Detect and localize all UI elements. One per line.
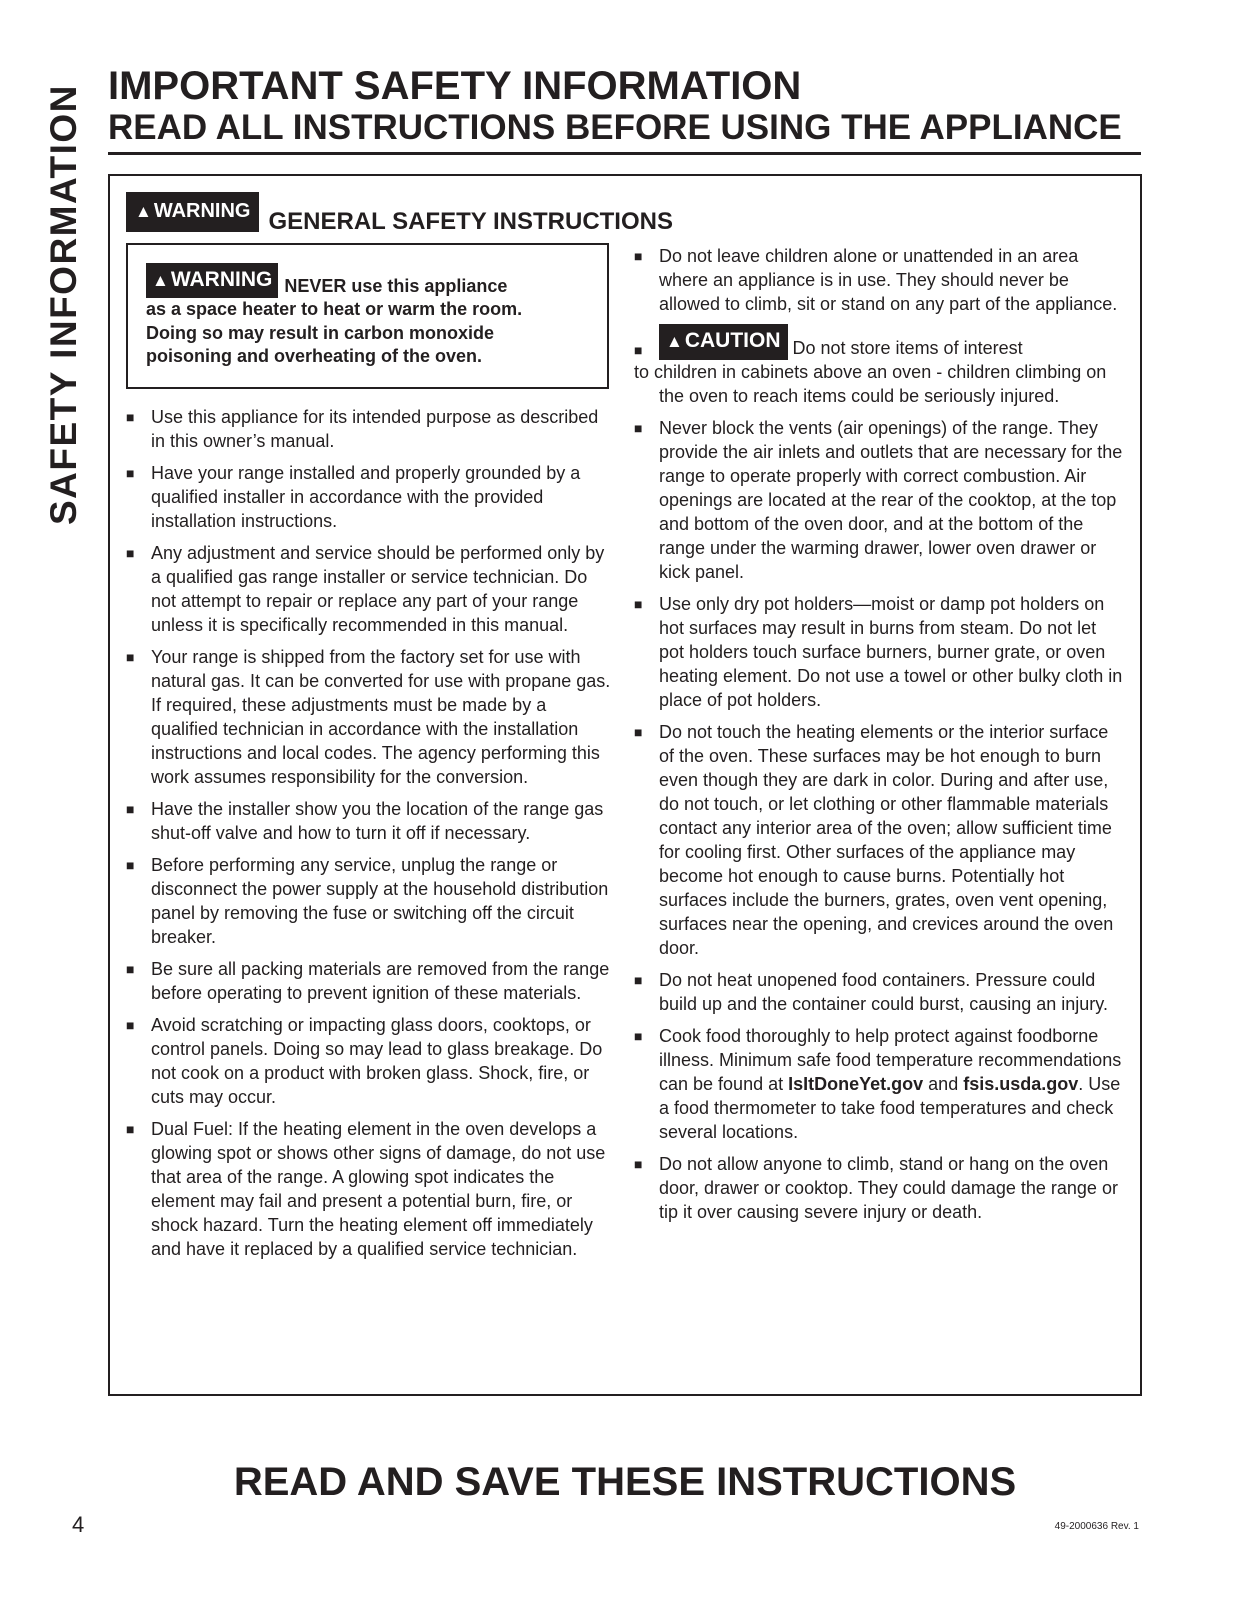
side-tab-label: SAFETY INFORMATION <box>43 84 84 525</box>
list-item <box>126 853 616 949</box>
caution-triangle-icon: ▲ <box>666 332 683 351</box>
caution-label-text: CAUTION <box>684 329 781 352</box>
cook-text: Cook food thoroughly to help protect against foodborne illness. Minimum safe food temperature recommendations can be found at <box>659 1026 1122 1094</box>
bullet-icon: ■ <box>634 420 643 436</box>
page-title: IMPORTANT SAFETY INFORMATION <box>108 64 802 108</box>
bullet-icon: ■ <box>634 248 643 264</box>
cook-and: and <box>928 1074 959 1094</box>
warning-label <box>146 263 278 298</box>
warning-triangle-icon: ▲ <box>135 202 152 221</box>
list-item-text: Never block the vents (air openings) of the range. They provide the air inlets and outlets that are necessary for the range to operate properly with correct combustion. Air openings are located at the rear of the cooktop, at the top and bottom of the oven door, and at the bottom of the range under the warming drawer, lower oven drawer or kick panel. <box>659 418 1123 582</box>
header-rule <box>108 152 1141 155</box>
bullet-icon: ■ <box>634 972 643 988</box>
list-item-text: Do not allow anyone to climb, stand or hang on the oven door, drawer or cooktop. They could damage the range or tip it over causing severe injury or death. <box>659 1154 1118 1222</box>
list-item <box>126 797 616 845</box>
list-item <box>634 968 1124 1016</box>
left-column <box>126 405 616 1269</box>
list-item <box>634 720 1124 960</box>
bullet-icon: ■ <box>126 465 135 481</box>
bullet-icon: ■ <box>126 649 135 665</box>
bullet-icon: ■ <box>126 961 135 977</box>
list-item-text: Use only dry pot holders—moist or damp pot holders on hot surfaces may result in burns from steam. Do not let pot holders touch surface burners, burner grate, or oven heating element. Do not use a towel or other bulky cloth in place of pot holders. <box>659 594 1123 710</box>
right-instruction-list <box>634 244 1124 1224</box>
list-item <box>634 244 1124 316</box>
list-item-text: Dual Fuel: If the heating element in the oven develops a glowing spot or shows other signs of damage, do not use that area of the range. A glowing spot indicates the element may fail and present a potential burn, fire, or shock hazard. Turn the heating element off immediately and have it replaced by a qualified service technician. <box>151 1119 606 1259</box>
warning-lead: NEVER use this appliance <box>284 275 508 296</box>
list-item <box>634 416 1124 584</box>
list-item-text <box>659 1026 1121 1142</box>
list-item-text: Have the installer show you the location of the range gas shut-off valve and how to turn it off if necessary. <box>151 799 604 843</box>
list-item-text: Do not touch the heating elements or the interior surface of the oven. These surfaces may be hot enough to burn even though they are dark in color. During and after use, do not touch, or let clothing or other flammable materials contact any interior area of the oven; allow sufficient time for cooling first. Other surfaces of the appliance may become hot enough to cause burns. Potentially hot surfaces include the burners, grates, oven vent opening, surfaces near the opening, and crevices around the oven door. <box>659 722 1114 958</box>
footer-title: READ AND SAVE THESE INSTRUCTIONS <box>233 1460 1017 1504</box>
bullet-icon: ■ <box>126 857 135 873</box>
bullet-icon: ■ <box>634 724 643 740</box>
section-title: GENERAL SAFETY INSTRUCTIONS <box>268 208 673 235</box>
list-item-text: Do not heat unopened food containers. Pressure could build up and the container could burst, causing an injury. <box>659 970 1108 1014</box>
isitdoneyet-link[interactable]: IsItDoneYet.gov <box>788 1074 924 1094</box>
list-item <box>126 1013 616 1109</box>
caution-lead: Do not store items of interest <box>792 338 1023 358</box>
list-item <box>126 405 616 453</box>
list-item-text: Do not leave children alone or unattended in an area where an appliance is in use. They should never be allowed to climb, sit or stand on any part of the appliance. <box>659 246 1118 314</box>
bullet-icon: ■ <box>634 596 643 612</box>
warning-line: poisoning and overheating of the oven. <box>146 346 483 366</box>
warning-line: Doing so may result in carbon monoxide <box>146 322 495 343</box>
list-item <box>126 645 616 789</box>
section-heading <box>126 192 673 235</box>
list-item <box>634 592 1124 712</box>
list-item <box>126 461 616 533</box>
cook-text-end: . Use a food thermometer to take food temperatures and check several locations. <box>659 1074 1121 1142</box>
warning-label-text: WARNING <box>153 200 251 222</box>
warning-triangle-icon: ▲ <box>152 271 169 290</box>
bullet-icon: ■ <box>634 1028 643 1044</box>
right-column <box>634 244 1124 1232</box>
warning-label <box>126 192 259 232</box>
page-number: 4 <box>72 1512 85 1537</box>
bullet-icon: ■ <box>126 801 135 817</box>
list-item-text: Be sure all packing materials are removed from the range before operating to prevent ignition of these materials. <box>151 959 610 1003</box>
left-instruction-list <box>126 405 616 1261</box>
fsis-link[interactable]: fsis.usda.gov <box>963 1074 1079 1094</box>
list-item-text: Have your range installed and properly grounded by a qualified installer in accordance with the provided installation instructions. <box>151 463 581 531</box>
list-item <box>126 957 616 1005</box>
list-item-text: Your range is shipped from the factory set for use with natural gas. It can be converted for use with propane gas. If required, these adjustments must be made by a qualified technician in accordance with the installation instructions and local codes. The agency performing this work assumes responsibility for the conversion. <box>151 647 611 787</box>
bullet-icon: ■ <box>126 409 135 425</box>
bullet-icon: ■ <box>126 1121 135 1137</box>
page-subtitle: READ ALL INSTRUCTIONS BEFORE USING THE APPLIANCE <box>108 108 1122 147</box>
bullet-icon: ■ <box>126 1017 135 1033</box>
space-heater-warning-box <box>126 243 609 389</box>
warning-line: as a space heater to heat or warm the room. <box>146 299 523 319</box>
bullet-icon: ■ <box>634 342 643 358</box>
caution-first-line <box>659 324 1124 360</box>
side-tab <box>40 75 88 525</box>
bullet-icon: ■ <box>126 545 135 561</box>
list-item-text: Before performing any service, unplug the range or disconnect the power supply at the household distribution panel by removing the fuse or switching off the circuit breaker. <box>151 855 609 947</box>
list-item-text: Any adjustment and service should be performed only by a qualified gas range installer or service technician. Do not attempt to repair or replace any part of your range unless it is specifically recommended in this manual. <box>151 543 605 635</box>
warning-label-text: WARNING <box>170 268 273 291</box>
list-item <box>634 1152 1124 1224</box>
list-item-text: Avoid scratching or impacting glass doors, cooktops, or control panels. Doing so may lead to glass breakage. Do not cook on a product with broken glass. Shock, fire, or cuts may occur. <box>151 1015 603 1107</box>
list-item-text: Use this appliance for its intended purpose as described in this owner’s manual. <box>151 407 599 451</box>
caution-text: to children in cabinets above an oven - children climbing on the oven to reach items could be seriously injured. <box>634 362 1107 406</box>
caution-list-item <box>634 324 1124 408</box>
bullet-icon: ■ <box>634 1156 643 1172</box>
document-code: 49-2000636 Rev. 1 <box>1054 1521 1139 1532</box>
list-item <box>634 1024 1124 1144</box>
list-item <box>126 541 616 637</box>
list-item <box>126 1117 616 1261</box>
caution-label <box>659 324 788 360</box>
